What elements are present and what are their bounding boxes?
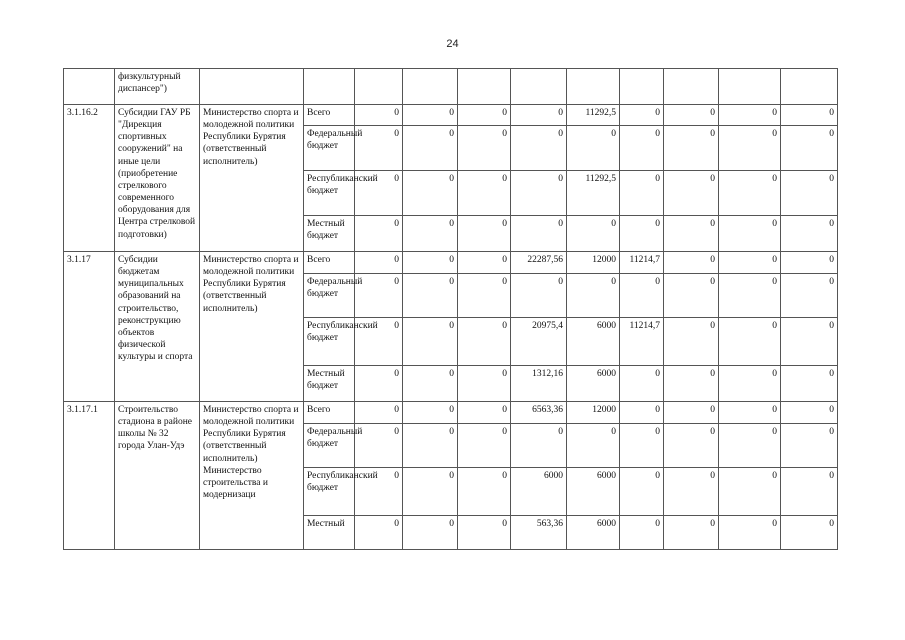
funding-value: 0 <box>664 318 719 366</box>
funding-value: 0 <box>664 516 719 550</box>
funding-value: 11214,7 <box>620 252 664 274</box>
funding-value: 0 <box>620 402 664 424</box>
funding-value: 0 <box>403 424 458 468</box>
funding-value: 6000 <box>567 516 620 550</box>
funding-value <box>458 69 511 105</box>
funding-source <box>304 69 355 105</box>
funding-value <box>403 69 458 105</box>
funding-value: 1312,16 <box>511 366 567 402</box>
funding-value: 0 <box>664 171 719 216</box>
funding-value: 0 <box>567 424 620 468</box>
funding-source: Местный бюджет <box>304 366 355 402</box>
funding-value: 0 <box>403 171 458 216</box>
funding-value: 0 <box>781 252 838 274</box>
funding-value: 0 <box>458 171 511 216</box>
funding-value: 0 <box>620 274 664 318</box>
funding-value: 0 <box>781 105 838 126</box>
budget-table <box>63 68 838 550</box>
funding-value: 0 <box>620 105 664 126</box>
funding-value: 0 <box>458 424 511 468</box>
table-row <box>64 252 838 274</box>
funding-value: 0 <box>403 216 458 252</box>
funding-value: 0 <box>511 216 567 252</box>
funding-value: 0 <box>458 216 511 252</box>
row-name: Субсидии бюджетам муниципальных образований на строительство, реконструкцию объектов физической культуры и спорта <box>115 252 200 402</box>
funding-value: 0 <box>664 402 719 424</box>
funding-value: 0 <box>511 105 567 126</box>
row-code: 3.1.16.2 <box>64 105 115 252</box>
funding-value: 0 <box>781 171 838 216</box>
funding-source: Республиканский бюджет <box>304 468 355 516</box>
funding-value: 0 <box>620 171 664 216</box>
row-executor: Министерство спорта и молодежной политики Республики Бурятия (ответственный исполнитель) <box>200 252 304 402</box>
funding-source: Всего <box>304 252 355 274</box>
funding-value: 0 <box>458 516 511 550</box>
funding-value: 0 <box>355 171 403 216</box>
funding-value: 0 <box>403 252 458 274</box>
funding-value: 11214,7 <box>620 318 664 366</box>
funding-value: 0 <box>511 274 567 318</box>
funding-value: 0 <box>620 468 664 516</box>
funding-source: Республиканский бюджет <box>304 171 355 216</box>
funding-value: 0 <box>664 366 719 402</box>
funding-value: 0 <box>620 516 664 550</box>
funding-value: 0 <box>664 252 719 274</box>
funding-value: 0 <box>355 516 403 550</box>
funding-value <box>567 69 620 105</box>
funding-value: 0 <box>719 126 781 171</box>
funding-value: 0 <box>458 468 511 516</box>
funding-value: 0 <box>355 105 403 126</box>
funding-value: 0 <box>781 516 838 550</box>
funding-value: 0 <box>458 402 511 424</box>
funding-value: 0 <box>620 216 664 252</box>
funding-value: 0 <box>781 318 838 366</box>
funding-value <box>664 69 719 105</box>
funding-value: 6000 <box>567 366 620 402</box>
funding-value: 0 <box>781 126 838 171</box>
funding-value: 0 <box>719 516 781 550</box>
page-number: 24 <box>446 38 459 50</box>
funding-value: 0 <box>719 468 781 516</box>
funding-value: 0 <box>719 366 781 402</box>
funding-value: 0 <box>664 105 719 126</box>
funding-value: 0 <box>719 216 781 252</box>
funding-value: 0 <box>403 318 458 366</box>
funding-value: 0 <box>403 516 458 550</box>
funding-value: 0 <box>719 105 781 126</box>
funding-source: Республиканский бюджет <box>304 318 355 366</box>
funding-value: 0 <box>511 126 567 171</box>
funding-value: 0 <box>719 274 781 318</box>
row-name: Строительство стадиона в районе школы № 32 города Улан-Удэ <box>115 402 200 550</box>
funding-value: 0 <box>664 274 719 318</box>
funding-value <box>719 69 781 105</box>
row-executor: Министерство спорта и молодежной политики Республики Бурятия (ответственный исполнитель) Министерство строительства и модернизаци <box>200 402 304 550</box>
funding-value: 0 <box>403 126 458 171</box>
funding-value: 0 <box>458 318 511 366</box>
table-row <box>64 402 838 424</box>
funding-value <box>781 69 838 105</box>
funding-value <box>620 69 664 105</box>
row-executor: Министерство спорта и молодежной политики Республики Бурятия (ответственный исполнитель) <box>200 105 304 252</box>
table-row <box>64 105 838 126</box>
funding-value: 0 <box>355 126 403 171</box>
funding-value: 0 <box>355 424 403 468</box>
funding-value: 0 <box>719 171 781 216</box>
funding-source: Всего <box>304 105 355 126</box>
funding-value: 20975,4 <box>511 318 567 366</box>
funding-value: 12000 <box>567 402 620 424</box>
funding-value: 0 <box>355 468 403 516</box>
funding-value: 12000 <box>567 252 620 274</box>
funding-value: 0 <box>458 274 511 318</box>
funding-value: 0 <box>355 318 403 366</box>
row-executor <box>200 69 304 105</box>
funding-value: 0 <box>355 252 403 274</box>
funding-source: Местный <box>304 516 355 550</box>
row-code <box>64 69 115 105</box>
funding-value: 0 <box>620 126 664 171</box>
funding-value: 0 <box>567 274 620 318</box>
funding-value: 0 <box>781 402 838 424</box>
funding-value: 6000 <box>567 468 620 516</box>
row-code: 3.1.17.1 <box>64 402 115 550</box>
funding-value: 0 <box>458 366 511 402</box>
funding-value: 0 <box>458 126 511 171</box>
funding-value: 0 <box>781 274 838 318</box>
funding-value: 563,36 <box>511 516 567 550</box>
funding-value: 6000 <box>567 318 620 366</box>
funding-value: 0 <box>403 274 458 318</box>
funding-value: 0 <box>567 126 620 171</box>
funding-value: 0 <box>511 171 567 216</box>
funding-value: 0 <box>403 402 458 424</box>
funding-value: 0 <box>458 252 511 274</box>
funding-value: 11292,5 <box>567 171 620 216</box>
funding-source: Всего <box>304 402 355 424</box>
funding-value: 0 <box>355 216 403 252</box>
funding-value: 0 <box>620 424 664 468</box>
funding-value: 6000 <box>511 468 567 516</box>
funding-value: 0 <box>719 318 781 366</box>
funding-value: 0 <box>355 402 403 424</box>
funding-value: 0 <box>567 216 620 252</box>
funding-value: 0 <box>664 126 719 171</box>
funding-value: 0 <box>781 216 838 252</box>
funding-value <box>511 69 567 105</box>
funding-source: Федеральный бюджет <box>304 126 355 171</box>
funding-source: Местный бюджет <box>304 216 355 252</box>
funding-source: Федеральный бюджет <box>304 424 355 468</box>
row-code: 3.1.17 <box>64 252 115 402</box>
funding-value: 11292,5 <box>567 105 620 126</box>
funding-value: 0 <box>355 274 403 318</box>
funding-value <box>355 69 403 105</box>
funding-value: 0 <box>403 366 458 402</box>
funding-value: 0 <box>511 424 567 468</box>
funding-value: 0 <box>719 252 781 274</box>
funding-value: 0 <box>781 468 838 516</box>
funding-value: 0 <box>403 105 458 126</box>
funding-value: 0 <box>403 468 458 516</box>
table-row <box>64 69 838 105</box>
funding-value: 0 <box>620 366 664 402</box>
funding-source: Федеральный бюджет <box>304 274 355 318</box>
funding-value: 0 <box>781 424 838 468</box>
funding-value: 0 <box>719 424 781 468</box>
row-name: физкультурный диспансер") <box>115 69 200 105</box>
row-name: Субсидии ГАУ РБ "Дирекция спортивных сооружений" на иные цели (приобретение стрелкового современного оборудования для Центра стрелковой подготовки) <box>115 105 200 252</box>
funding-value: 0 <box>664 216 719 252</box>
funding-value: 22287,56 <box>511 252 567 274</box>
funding-value: 0 <box>664 424 719 468</box>
funding-value: 0 <box>664 468 719 516</box>
funding-value: 6563,36 <box>511 402 567 424</box>
funding-value: 0 <box>719 402 781 424</box>
funding-value: 0 <box>458 105 511 126</box>
funding-value: 0 <box>781 366 838 402</box>
funding-value: 0 <box>355 366 403 402</box>
